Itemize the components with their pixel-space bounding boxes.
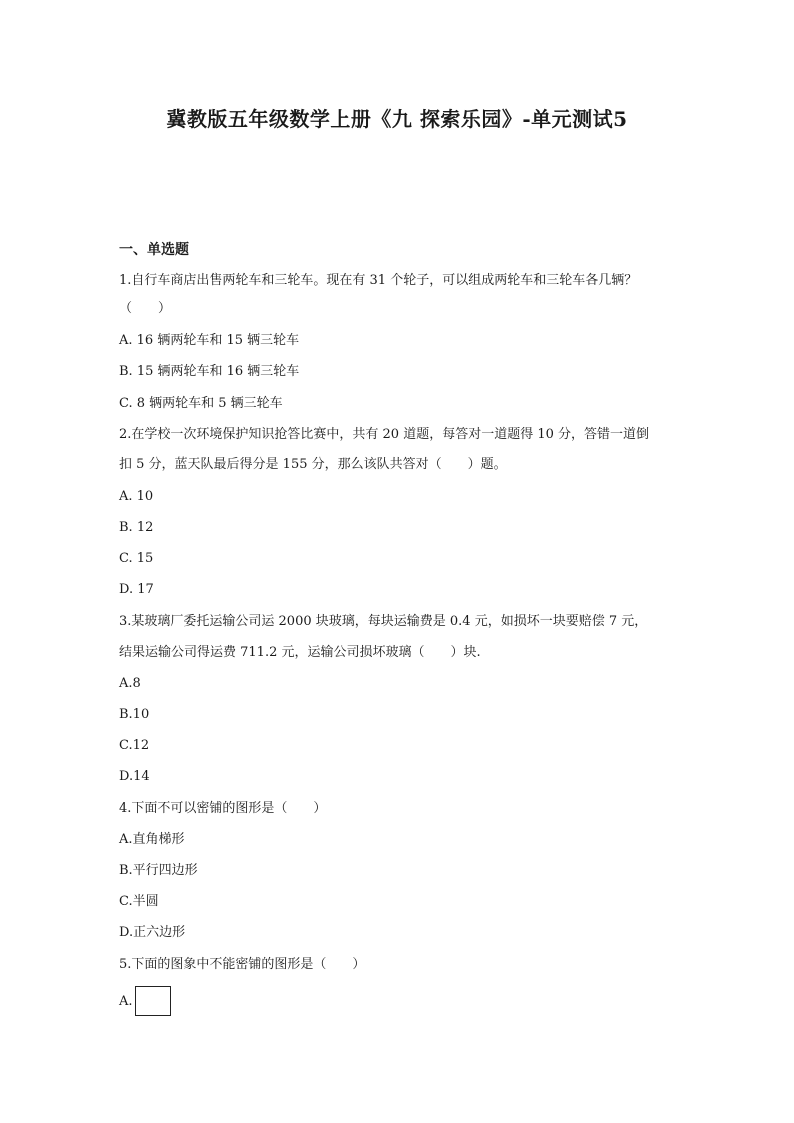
question-4-option-c: C.半圆 (119, 894, 159, 909)
question-4-option-a: A.直角梯形 (119, 832, 185, 847)
question-1-line-1: 1.自行车商店出售两轮车和三轮车。现在有 31 个轮子，可以组成两轮车和三轮车各几辆？ (119, 273, 638, 288)
question-4-option-b: B.平行四边形 (119, 863, 198, 878)
question-2-line-1: 2.在学校一次环境保护知识抢答比赛中，共有 20 道题，每答对一道题得 10 分，答错一道倒 (119, 427, 650, 442)
question-1-line-2: （ ） (119, 301, 172, 316)
question-4-line-1: 4.下面不可以密铺的图形是（ ） (119, 801, 327, 816)
question-2-option-d: D. 17 (119, 582, 154, 597)
section-heading: 一、单选题 (119, 242, 189, 258)
question-3-option-c: C.12 (119, 738, 150, 753)
question-5-line-1: 5.下面的图象中不能密铺的图形是（ ） (119, 957, 366, 972)
square-shape-image (135, 986, 171, 1016)
question-1-option-b: B. 15 辆两轮车和 16 辆三轮车 (119, 364, 300, 379)
question-2-line-2: 扣 5 分，蓝天队最后得分是 155 分，那么该队共答对（ ）题。 (119, 457, 507, 472)
question-3-option-d: D.14 (119, 769, 150, 784)
question-3-line-1: 3.某玻璃厂委托运输公司运 2000 块玻璃，每块运输费是 0.4 元，如损坏一块要赔偿 7 元， (119, 614, 648, 629)
question-2-option-b: B. 12 (119, 520, 154, 535)
question-4-option-d: D.正六边形 (119, 925, 186, 940)
document-title: 冀教版五年级数学上册《九 探索乐园》-单元测试5 (166, 107, 628, 131)
question-2-option-a: A. 10 (119, 489, 154, 504)
question-3-option-a: A.8 (119, 676, 141, 691)
question-3-line-2: 结果运输公司得运费 711.2 元，运输公司损坏玻璃（ ）块. (119, 645, 481, 660)
question-3-option-b: B.10 (119, 707, 150, 722)
question-2-option-c: C. 15 (119, 551, 154, 566)
question-5-option-a: A. (119, 994, 133, 1009)
question-1-option-c: C. 8 辆两轮车和 5 辆三轮车 (119, 396, 283, 411)
question-1-option-a: A. 16 辆两轮车和 15 辆三轮车 (119, 333, 300, 348)
